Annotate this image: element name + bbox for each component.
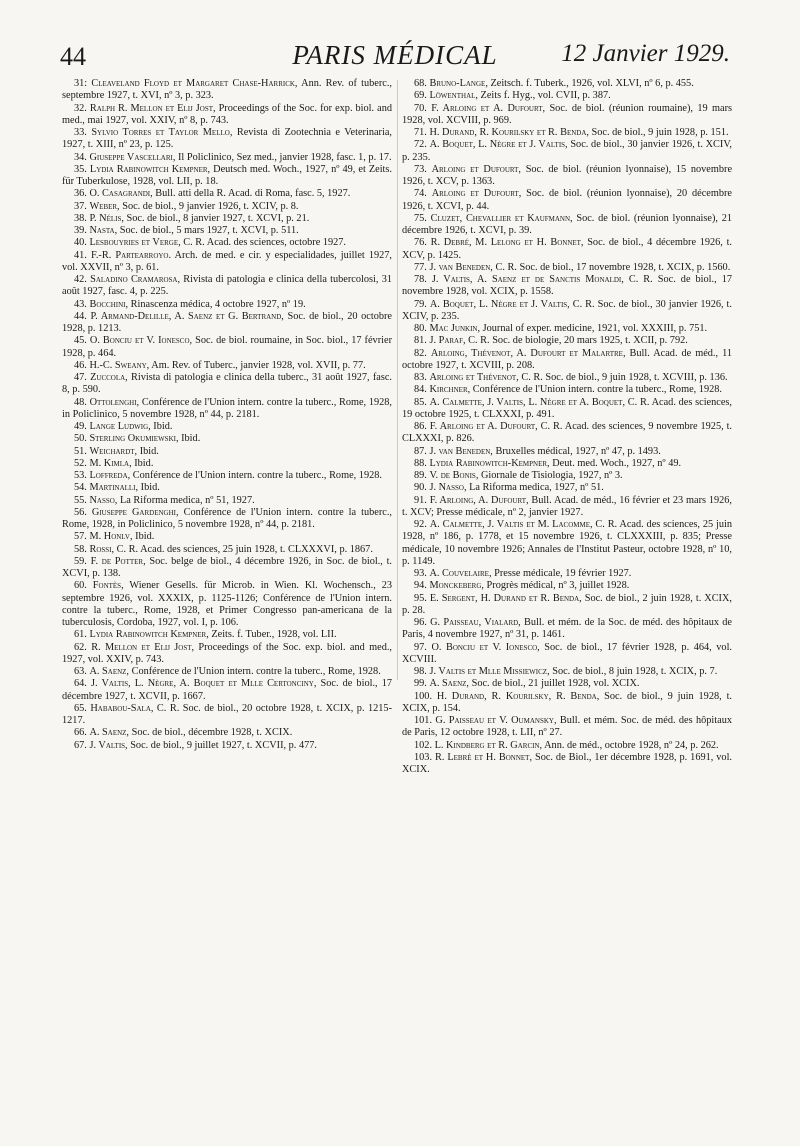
reference-authors: A. Calmette, J. Valtis, L. Nègre et A. Boquet, xyxy=(429,396,626,408)
reference-citation: Bull. Acad. de méd., 16 février et 23 mars 1926, t. XCV; Presse médicale, nº 2, janvier 1927. xyxy=(402,494,733,518)
reference-number: 66. xyxy=(74,727,87,739)
reference-authors: Lydia Rabinowitch-Kempner, xyxy=(429,457,550,469)
reference-number: 73. xyxy=(414,163,427,175)
reference-authors: Giuseppe Gardenghi, xyxy=(91,506,179,518)
reference-entry xyxy=(402,237,732,262)
reference-entry xyxy=(402,740,732,752)
reference-citation: Proceedings of the Soc. exp. biol. and med., 1927, vol. XXIV, p. 743. xyxy=(62,641,392,665)
reference-citation: Ibid. xyxy=(150,421,173,432)
reference-number: 90. xyxy=(414,482,427,494)
reference-entry xyxy=(402,103,732,128)
reference-authors: Cleaveland Floyd et Margaret Chase-Harrick, xyxy=(91,78,298,89)
reference-citation: C. R. Acad. des sciences, 19 octobre 1925, t. CLXXXI, p. 491. xyxy=(402,396,733,420)
reference-authors: H.-C. Sweany, xyxy=(89,359,150,371)
reference-number: 83. xyxy=(414,372,427,383)
reference-number: 64. xyxy=(74,678,87,690)
reference-entry xyxy=(62,458,392,470)
reference-citation: Presse médicale, 19 février 1927. xyxy=(491,568,632,579)
reference-number: 56. xyxy=(74,506,87,518)
reference-entry xyxy=(62,213,392,225)
reference-number: 47. xyxy=(74,372,87,383)
reference-authors: Weber, xyxy=(89,200,120,212)
reference-authors: Lydia Rabinowitch Kempner, xyxy=(89,629,209,641)
reference-number: 59. xyxy=(74,555,87,567)
reference-number: 67. xyxy=(74,739,87,751)
reference-citation: Soc. de biol., 21 juillet 1928, vol. XCIX. xyxy=(469,678,640,690)
reference-entry xyxy=(402,458,732,470)
reference-number: 71. xyxy=(414,127,427,138)
reference-entry xyxy=(402,495,732,520)
reference-authors: V. de Bonis, xyxy=(429,470,479,481)
reference-entry xyxy=(62,299,392,311)
reference-citation: C. R. Soc. de biol., 20 octobre 1928, t. XCIX, p. 1215-1217. xyxy=(62,702,392,726)
reference-citation: Bull. atti della R. Acad. di Roma, fasc. 5, 1927. xyxy=(152,188,351,200)
reference-entry xyxy=(402,470,732,482)
reference-entry xyxy=(62,360,392,372)
reference-entry xyxy=(402,593,732,618)
reference-number: 48. xyxy=(74,396,87,408)
reference-citation: Soc. de biol. (réunion lyonnaise), 20 décembre 1926, t. XCVI, p. 44. xyxy=(402,188,733,212)
reference-citation: Soc. de biol., 8 juin 1928, t. XCIX, p. 7. xyxy=(549,666,718,677)
reference-citation: C. R. Soc. de biologie, 20 mars 1925, t. XCII, p. 792. xyxy=(465,335,688,347)
reference-entry xyxy=(402,372,732,384)
reference-citation: Bull. Acad. de méd., 11 octobre 1927, t. XCVIII, p. 208. xyxy=(402,347,732,371)
reference-number: 82. xyxy=(414,347,427,359)
reference-number: 95. xyxy=(414,592,427,604)
reference-citation: Conférence de l'Union intern. contre la tuberc., Rome, 1928. xyxy=(130,470,382,481)
reference-citation: Soc. de Biol., 1er décembre 1928, p. 1691, vol. XCIX. xyxy=(402,751,733,775)
reference-number: 102. xyxy=(414,739,433,751)
reference-entry xyxy=(402,519,732,568)
reference-citation: Rinascenza médica, 4 octobre 1927, nº 19. xyxy=(128,298,306,310)
reference-number: 68. xyxy=(414,78,427,89)
reference-entry xyxy=(402,323,732,335)
reference-citation: Soc. de biol., 20 octobre 1928, p. 1213. xyxy=(62,310,393,334)
reference-entry xyxy=(62,372,392,397)
reference-entry xyxy=(62,274,392,299)
reference-authors: F. Arloing, A. Dufourt, xyxy=(429,494,529,506)
reference-entry xyxy=(402,78,732,90)
reference-citation: Conférence de l'Union intern. contre la tuberc., Rome, 1928, in Policlinico, 5 novembre 1928, nº 44, p. 2181. xyxy=(62,396,392,420)
reference-number: 97. xyxy=(414,641,427,653)
reference-citation: Soc. de biol., 2 juin 1928, t. XCIX, p. 28. xyxy=(402,592,732,616)
reference-authors: Löwenthal, xyxy=(429,90,478,102)
reference-number: 55. xyxy=(74,494,87,506)
reference-number: 54. xyxy=(74,482,87,494)
reference-citation: Ann. de méd., octobre 1928, nº 24, p. 262. xyxy=(542,739,719,751)
reference-authors: Fontès, xyxy=(92,580,124,592)
journal-title: PARIS MÉDICAL xyxy=(292,40,498,70)
reference-authors: Lange Ludwig, xyxy=(89,421,151,432)
reference-citation: Conférence de l'Union intern. contre la tuberc., Rome, 1928. xyxy=(129,666,381,677)
reference-number: 96. xyxy=(414,617,427,628)
reference-number: 80. xyxy=(414,323,427,334)
reference-authors: Bruno-Lange, xyxy=(429,78,488,89)
reference-number: 38. xyxy=(74,212,87,224)
reference-authors: Bocchini, xyxy=(89,298,129,310)
reference-citation: Soc. de biol. (réunion roumaine), 19 mars 1928, vol. XCVIII, p. 969. xyxy=(402,102,733,126)
reference-citation: Soc. de biol., 5 mars 1927, t. XCVI, p. 511. xyxy=(117,225,299,236)
reference-authors: R. Lebré et H. Bonnet, xyxy=(434,751,533,763)
reference-authors: P. Nélis, xyxy=(89,212,124,224)
reference-authors: J. Valtis, A. Saenz et de Sanctis Monaldi, xyxy=(431,274,624,285)
reference-authors: Loffreda, xyxy=(89,470,131,481)
reference-entry xyxy=(62,152,392,164)
reference-authors: F. Arloing et A. Dufourt, xyxy=(431,102,546,114)
reference-number: 74. xyxy=(414,188,427,200)
reference-entry xyxy=(62,421,392,433)
reference-entry xyxy=(62,642,392,667)
reference-citation: C. R. Acad. des sciences, 25 juin 1928, nº 186, p. 1778, et 15 novembre 1926, t. CLXXXIII, p. 835; Presse médicale, 10 novembre 1926; Annales de l'Institut Pasteur, octobre 1928, nº 10, p. 1149. xyxy=(402,519,732,567)
reference-number: 45. xyxy=(74,335,87,347)
reference-entry xyxy=(402,262,732,274)
reference-entry xyxy=(402,139,732,164)
reference-entry xyxy=(402,568,732,580)
reference-authors: H. Durand, R. Kourilsky et R. Benda, xyxy=(429,127,589,138)
reference-entry xyxy=(402,127,732,139)
reference-authors: J. van Beneden, xyxy=(429,261,493,273)
reference-number: 49. xyxy=(74,421,87,432)
reference-number: 85. xyxy=(414,396,427,408)
reference-number: 79. xyxy=(414,298,427,310)
reference-entry xyxy=(62,666,392,678)
reference-citation: C. R. Acad. des sciences, octobre 1927. xyxy=(180,237,347,249)
reference-number: 87. xyxy=(414,445,427,457)
reference-entry xyxy=(402,642,732,667)
reference-number: 61. xyxy=(74,629,87,641)
reference-entry xyxy=(402,274,732,299)
reference-entry xyxy=(62,237,392,249)
reference-number: 99. xyxy=(414,678,427,690)
reference-number: 36. xyxy=(74,188,87,200)
reference-citation: Zeits. f. Tuber., 1928, vol. LII. xyxy=(208,629,337,641)
reference-authors: Ottolenghi, xyxy=(89,396,140,408)
reference-authors: Sylvio Torres et Taylor Mello, xyxy=(91,127,233,138)
reference-entry xyxy=(402,666,732,678)
reference-number: 42. xyxy=(74,274,87,285)
reference-citation: Journal of exper. medicine, 1921, vol. XXXIII, p. 751. xyxy=(480,323,708,334)
reference-number: 91. xyxy=(414,494,427,506)
reference-citation: Soc. de biol. roumaine, in Soc. biol., 17 février 1928, p. 464. xyxy=(62,335,392,359)
reference-citation: Soc. de biol., 9 juin 1928, p. 151. xyxy=(588,127,729,138)
page-number: 44 xyxy=(60,42,86,71)
reference-citation: Soc. de biol., 9 juin 1928, t. XCIX, p. 154. xyxy=(402,690,733,714)
reference-entry xyxy=(62,127,392,152)
reference-number: 41. xyxy=(74,249,87,261)
reference-number: 70. xyxy=(414,102,427,114)
reference-citation: Soc. de biol. (réunion lyonnaise), 21 décembre 1926, t. XCVI, p. 39. xyxy=(402,212,732,236)
reference-authors: Arloing et Dufourt, xyxy=(431,188,522,200)
reference-entry xyxy=(62,544,392,556)
reference-citation: Ibid. xyxy=(137,445,159,457)
reference-entry xyxy=(62,335,392,360)
reference-entry xyxy=(402,421,732,446)
reference-authors: J. Paraf, xyxy=(429,335,466,347)
reference-citation: Bull. et mém. de la Soc. de méd. des hôpitaux de Paris, 4 novembre 1927, nº 31, p. 1461. xyxy=(402,617,732,641)
reference-authors: F.-R. Partearroyo. xyxy=(90,249,172,261)
reference-number: 58. xyxy=(74,543,87,555)
reference-citation: Soc. belge de biol., 4 décembre 1926, in Soc. de biol., t. XCVI, p. 138. xyxy=(62,555,393,579)
reference-entry xyxy=(62,103,392,128)
reference-authors: G. Paisseau et V. Oumansky, xyxy=(435,715,557,726)
reference-entry xyxy=(402,164,732,189)
reference-authors: E. Sergent, H. Durand et R. Benda, xyxy=(429,592,582,604)
reference-entry xyxy=(402,299,732,324)
reference-number: 93. xyxy=(414,568,427,579)
reference-entry xyxy=(62,629,392,641)
reference-authors: A. Boquet, L. Nègre et J. Valtis, xyxy=(429,298,570,310)
reference-authors: H. Durand, R. Kourilsky, R. Benda, xyxy=(436,690,600,702)
reference-citation: Conférence de l'Union intern. contre la tuberc., Rome, 1928, in Policlinico, 5 novembre 1928, nº 44, p. 2181. xyxy=(62,506,392,530)
reference-entry xyxy=(62,470,392,482)
reference-authors: A. Saenz, xyxy=(89,727,130,739)
reference-entry xyxy=(62,225,392,237)
reference-number: 37. xyxy=(74,200,87,212)
reference-entry xyxy=(62,188,392,200)
reference-entry xyxy=(62,740,392,752)
reference-citation: Rivista di patologia e clinica della tuberc., 31 août 1927, fasc. 8, p. 590. xyxy=(62,372,393,396)
reference-citation: Ibid. xyxy=(131,457,154,469)
reference-authors: Monckeberg, xyxy=(429,580,484,592)
reference-entry xyxy=(62,495,392,507)
reference-citation: Ann. Rev. of tuberc., septembre 1927, t. XVI, nº 3, p. 323. xyxy=(62,78,392,102)
reference-authors: Giuseppe Vascellari, xyxy=(89,151,176,163)
reference-citation: Soc. de biol., 9 juillet 1927, t. XCVII, p. 477. xyxy=(127,739,317,751)
reference-authors: L. Kindberg et R. Garcin, xyxy=(434,739,543,751)
reference-authors: O. Casagrandi, xyxy=(89,188,153,200)
reference-entry xyxy=(62,580,392,629)
reference-number: 103. xyxy=(414,751,433,763)
reference-citation: C. R. Acad. des sciences, 25 juin 1928, t. CLXXXVI, p. 1867. xyxy=(114,543,373,555)
reference-authors: Nasso, xyxy=(89,494,118,506)
reference-entry xyxy=(402,213,732,238)
reference-citation: C. R. Soc. de biol., 9 juin 1928, t. XCVIII, p. 136. xyxy=(518,372,728,383)
reference-authors: Kirchner, xyxy=(429,384,471,396)
reference-authors: J. Valtis et Mlle Missiewicz, xyxy=(429,666,550,677)
reference-authors: A. Saenz, xyxy=(89,666,130,677)
reference-citation: Rivista di patologia e clinica della tubercolosi, 31 août 1927, fasc. 4, p. 225. xyxy=(62,274,392,298)
reference-entry xyxy=(62,482,392,494)
column-divider xyxy=(397,80,398,680)
reference-citation: Soc. de biol., 9 janvier 1926, t. XCIV, p. 8. xyxy=(119,200,299,212)
reference-authors: R. Mellon et Elij Jost, xyxy=(91,641,195,653)
reference-authors: J. Valtis, xyxy=(89,739,128,751)
reference-citation: Deut. med. Woch., 1927, nº 49. xyxy=(549,457,682,469)
reference-citation: Giornale de Tisiologia, 1927, nº 3. xyxy=(478,470,623,481)
reference-number: 50. xyxy=(74,433,87,445)
reference-citation: Wiener Gesells. für Microb. in Wien. Kl. Wochensch., 23 septembre 1926, vol. XXXIX, p. 1125-1126; Conférence de l'Union intern. contre la tuberc., Rome, 1928, et Primer Congresso pan-americana de la tuberculosis, Cordoba, 1927, vol. I, p. 106. xyxy=(62,580,393,628)
reference-authors: Arloing, Thévenot, A. Dufourt et Malartre, xyxy=(430,347,626,359)
reference-number: 98. xyxy=(414,666,427,677)
reference-authors: A. Boquet, L. Nègre et J. Valtis, xyxy=(429,139,568,151)
reference-authors: Arloing et Thévenot, xyxy=(429,372,519,383)
reference-number: 46. xyxy=(74,359,87,371)
reference-number: 60. xyxy=(74,580,87,592)
reference-citation: Revista di Zootechnia e Veterinaria, 1927, t. XIII, nº 23, p. 125. xyxy=(62,127,392,151)
reference-number: 78. xyxy=(414,274,427,285)
reference-entry xyxy=(62,164,392,189)
reference-citation: Deutsch med. Woch., 1927, nº 49, et Zeits. für Tuberkulose, 1928, vol. LII, p. 18. xyxy=(62,163,393,187)
reference-citation: Soc. de biol., 30 janvier 1926, t. XCIV, p. 235. xyxy=(402,139,733,163)
reference-number: 43. xyxy=(74,298,87,310)
reference-authors: A. Couvelaire, xyxy=(429,568,492,579)
reference-entry xyxy=(62,433,392,445)
reference-number: 88. xyxy=(414,457,427,469)
reference-entry xyxy=(402,90,732,102)
reference-number: 63. xyxy=(74,666,87,677)
reference-authors: Saladino Cramarosa, xyxy=(90,274,181,285)
reference-entry xyxy=(62,250,392,275)
reference-authors: R. Debré, M. Lelong et H. Bonnet, xyxy=(430,237,584,249)
reference-citation: Soc. de biol., 8 janvier 1927, t. XCVI, p. 21. xyxy=(123,212,310,224)
reference-number: 84. xyxy=(414,384,427,396)
reference-citation: Bruxelles médical, 1927, nº 47, p. 1493. xyxy=(492,445,661,457)
references-left-column xyxy=(62,78,392,752)
reference-entry xyxy=(402,580,732,592)
reference-citation: C. R. Soc. de biol., 17 novembre 1928, t. XCIX, p. 1560. xyxy=(492,261,731,273)
reference-authors: F. Arloing et A. Dufourt, xyxy=(429,421,538,432)
reference-number: 35. xyxy=(74,163,87,175)
reference-number: 92. xyxy=(414,519,427,530)
reference-citation: Ibid. xyxy=(132,531,155,543)
reference-entry xyxy=(402,752,732,777)
reference-entry xyxy=(62,507,392,532)
reference-authors: J. van Beneden, xyxy=(429,445,493,457)
reference-authors: Nasta, xyxy=(89,225,118,236)
reference-number: 51. xyxy=(74,445,87,457)
reference-entry xyxy=(62,678,392,703)
reference-number: 57. xyxy=(74,531,87,543)
reference-authors: Lesbouyries et Verge, xyxy=(89,237,181,249)
reference-entry xyxy=(62,446,392,458)
reference-citation: Bull. et mém. Soc. de méd. des hôpitaux de Paris, 12 octobre 1928, t. LII, nº 27. xyxy=(402,715,733,739)
reference-authors: O. Bonciu et V. Ionesco, xyxy=(89,335,193,347)
reference-authors: M. Honlv, xyxy=(89,531,133,543)
reference-citation: Zeitsch. f. Tuberk., 1926, vol. XLVI, nº 6, p. 455. xyxy=(487,78,694,89)
reference-authors: Sterling Okumiewski, xyxy=(89,433,179,445)
reference-entry xyxy=(62,703,392,728)
reference-authors: Martinalli, xyxy=(89,482,139,494)
reference-citation: Il Policlinico, Sez med., janvier 1928, fasc. 1, p. 17. xyxy=(175,151,392,163)
reference-number: 81. xyxy=(414,335,427,347)
reference-authors: Arloing et Dufourt, xyxy=(431,163,521,175)
reference-citation: Soc. de biol., 17 février 1928, p. 464, vol. XCVIII. xyxy=(402,641,732,665)
reference-entry xyxy=(402,188,732,213)
reference-number: 40. xyxy=(74,237,87,249)
reference-authors: Lydia Rabinowitch Kempner, xyxy=(89,163,211,175)
reference-entry xyxy=(402,678,732,690)
reference-citation: Soc. de biol., 17 décembre 1927, t. XCVII, p. 1667. xyxy=(62,678,392,702)
reference-authors: J. Nasso, xyxy=(429,482,467,494)
reference-number: 34. xyxy=(74,151,87,163)
reference-entry xyxy=(402,446,732,458)
reference-citation: Soc. de biol., décembre 1928, t. XCIX. xyxy=(129,727,293,739)
reference-number: 100. xyxy=(414,690,433,702)
reference-authors: Mac Junkin, xyxy=(429,323,481,334)
reference-number: 31: xyxy=(74,78,88,89)
reference-authors: F. de Potter, xyxy=(90,555,146,567)
reference-authors: Ralph R. Mellon et Elij Jost, xyxy=(89,102,216,114)
references-right-column xyxy=(402,78,732,776)
reference-citation: La Riforma medica, 1927, nº 51. xyxy=(466,482,604,494)
reference-number: 44. xyxy=(74,310,87,322)
reference-number: 65. xyxy=(74,702,87,714)
reference-entry xyxy=(62,531,392,543)
reference-authors: Hababou-Sala, xyxy=(90,702,154,714)
reference-number: 52. xyxy=(74,457,87,469)
reference-number: 94. xyxy=(414,580,427,592)
reference-citation: C. R. Acad. des sciences, 9 novembre 1925, t. CLXXXI, p. 826. xyxy=(402,421,733,445)
reference-entry xyxy=(402,715,732,740)
reference-authors: Cluzet, Chevallier et Kaufmann, xyxy=(430,212,573,224)
reference-entry xyxy=(402,397,732,422)
reference-number: 89. xyxy=(414,470,427,481)
reference-entry xyxy=(402,691,732,716)
reference-citation: Progrès médical, nº 3, juillet 1928. xyxy=(483,580,630,592)
reference-authors: M. Kimla, xyxy=(89,457,132,469)
reference-citation: Zeits f. Hyg., vol. CVII, p. 387. xyxy=(477,90,611,102)
reference-authors: A. Saenz, xyxy=(429,678,470,690)
reference-entry xyxy=(402,335,732,347)
reference-citation: C. R. Soc. de biol., 17 novembre 1928, vol. XCIX, p. 1558. xyxy=(402,274,732,298)
reference-authors: A. Calmette, J. Valtis et M. Lacomme, xyxy=(429,519,593,530)
reference-number: 39. xyxy=(74,225,87,236)
reference-authors: P. Armand-Delille, A. Saenz et G. Bertrand, xyxy=(90,310,284,322)
reference-citation: Ibid. xyxy=(138,482,160,494)
reference-number: 101. xyxy=(414,715,433,726)
reference-number: 72. xyxy=(414,139,427,151)
reference-citation: Soc. de biol. (réunion lyonnaise), 15 novembre 1926, t. XCV, p. 1363. xyxy=(402,163,733,187)
reference-citation: La Riforma medica, nº 51, 1927. xyxy=(117,494,255,506)
reference-entry xyxy=(402,617,732,642)
issue-date: 12 Janvier 1929. xyxy=(561,40,730,67)
reference-entry xyxy=(62,311,392,336)
reference-number: 75. xyxy=(414,212,427,224)
reference-entry xyxy=(402,482,732,494)
reference-entry xyxy=(62,78,392,103)
reference-number: 86. xyxy=(414,421,427,432)
reference-authors: Rossi, xyxy=(89,543,115,555)
reference-number: 77. xyxy=(414,261,427,273)
reference-entry xyxy=(62,397,392,422)
reference-number: 69. xyxy=(414,90,427,102)
reference-entry xyxy=(62,727,392,739)
reference-entry xyxy=(402,384,732,396)
reference-number: 76. xyxy=(414,237,427,249)
page-header xyxy=(60,40,730,80)
reference-citation: Arch. de med. e cir. y especialidades, juillet 1927, vol. XXVII, nº 3, p. 61. xyxy=(62,249,393,273)
reference-authors: Zuccola, xyxy=(90,372,128,383)
reference-authors: O. Bonciu et V. Ionesco, xyxy=(431,641,540,653)
reference-citation: Conférence de l'Union intern. contre la tuberc., Rome, 1928. xyxy=(470,384,722,396)
reference-citation: C. R. Soc. de biol., 30 janvier 1926, t. XCIV, p. 235. xyxy=(402,298,732,322)
reference-number: 33. xyxy=(74,127,87,138)
reference-authors: Weichardt, xyxy=(89,445,138,457)
reference-entry xyxy=(62,556,392,581)
reference-number: 62. xyxy=(74,641,87,653)
reference-citation: Am. Rev. of Tuberc., janvier 1928, vol. XVII, p. 77. xyxy=(149,359,366,371)
reference-number: 32. xyxy=(74,102,87,114)
reference-entry xyxy=(402,348,732,373)
reference-number: 53. xyxy=(74,470,87,481)
reference-citation: Soc. de biol., 4 décembre 1926, t. XCV, p. 1425. xyxy=(402,237,733,261)
reference-citation: Proceedings of the Soc. for exp. biol. and med., mai 1927, vol. XXIV, nº 8, p. 743. xyxy=(62,102,392,126)
reference-entry xyxy=(62,201,392,213)
reference-authors: G. Paisseau, Vialard, xyxy=(430,617,521,628)
reference-citation: Ibid. xyxy=(178,433,201,445)
reference-authors: J. Valtis, L. Nègre, A. Boquet et Mlle Certonciny, xyxy=(90,678,317,690)
